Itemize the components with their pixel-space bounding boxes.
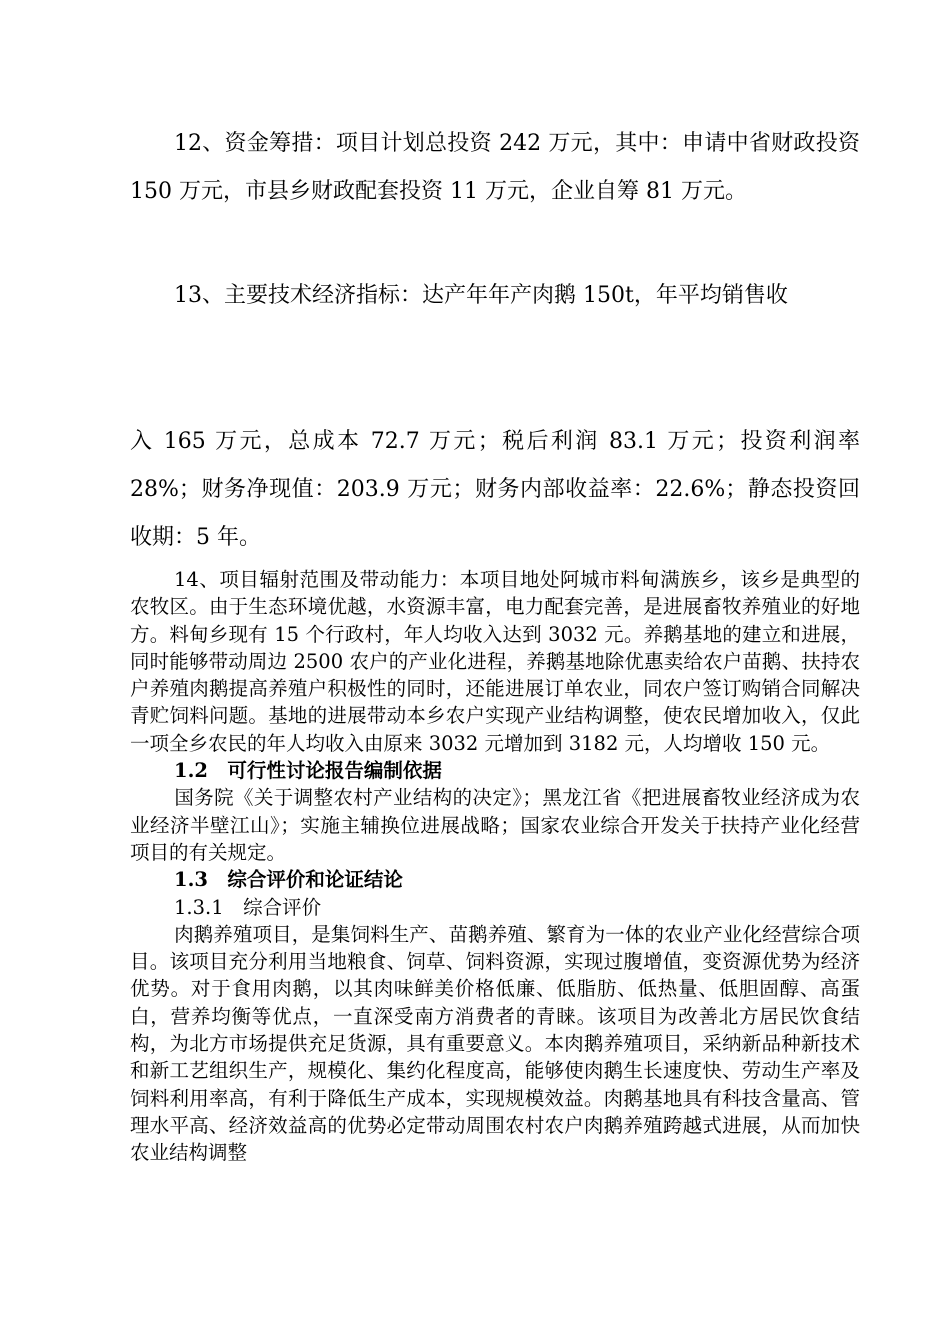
item-12-text: 12、资金筹措：项目计划总投资 242 万元，其中：申请中省财政投资 150 万元，市县乡财政配套投资 11 万元，企业自筹 81 万元。 <box>130 131 860 204</box>
paragraph-item-13-start <box>130 272 860 320</box>
section-heading-1-2: 1.2 可行性讨论报告编制依据 <box>174 759 442 783</box>
paragraph-section-1-2: 国务院《关于调整农村产业结构的决定》；黑龙江省《把进展畜牧业经济成为农业经济半壁江山》；实施主辅换位进展战略；国家农业综合开发关于扶持产业化经营项目的有关规定。 <box>130 786 860 864</box>
body-small-text <box>130 566 860 1167</box>
section-heading-1-3-1: 1.3.1 综合评价 <box>174 895 322 919</box>
item-14-text: 14、项目辐射范围及带动能力：本项目地处阿城市料甸满族乡，该乡是典型的农牧区。由于生态环境优越，水资源丰富，电力配套完善，是进展畜牧养殖业的好地方。料甸乡现有 15 个行政村，年人均收入达到 3032 元。养鹅基地的建立和进展，同时能够带动周边 2500 农户的产业化进程，养鹅基地除优惠卖给农户苗鹅、扶持农户养殖肉鹅提高养殖户积极性的同时，还能进展订单农业，同农户签订购销合同解决青贮饲料问题。基地的进展带动本乡农户实现产业结构调整，使农民增加收入，仅此一项全乡农民的年人均收入由原来 3032 元增加到 3182 元，人均增收 150 元。 <box>130 568 860 755</box>
paragraph-item-13-continued <box>130 418 860 562</box>
section-heading-1-3: 1.3 综合评价和论证结论 <box>174 868 403 892</box>
item-13-text-part2: 入 165 万元，总成本 72.7 万元；税后利润 83.1 万元；投资利润率 28%；财务净现值：203.9 万元；财务内部收益率：22.6%；静态投资回收期：5 年。 <box>130 429 860 550</box>
paragraph-item-12 <box>130 120 860 216</box>
paragraph-item-14 <box>130 566 860 757</box>
item-13-text-part1: 13、主要技术经济指标：达产年年产肉鹅 150t，年平均销售收 <box>174 283 788 308</box>
paragraph-section-1-3-1: 肉鹅养殖项目，是集饲料生产、苗鹅养殖、繁育为一体的农业产业化经营综合项目。该项目充分利用当地粮食、饲草、饲料资源，实现过腹增值，变资源优势为经济优势。对于食用肉鹅，以其肉味鲜美价格低廉、低脂肪、低热量、低胆固醇、高蛋白，营养均衡等优点，一直深受南方消费者的青睐。该项目为改善北方居民饮食结构，为北方市场提供充足货源，具有重要意义。本肉鹅养殖项目，采纳新品种新技术和新工艺组织生产，规模化、集约化程度高，能够使肉鹅生长速度快、劳动生产率及饲料利用率高，有利于降低生产成本，实现规模效益。肉鹅基地具有科技含量高、管理水平高、经济效益高的优势必定带动周围农村农户肉鹅养殖跨越式进展，从而加快农业结构调整 <box>130 922 860 1165</box>
